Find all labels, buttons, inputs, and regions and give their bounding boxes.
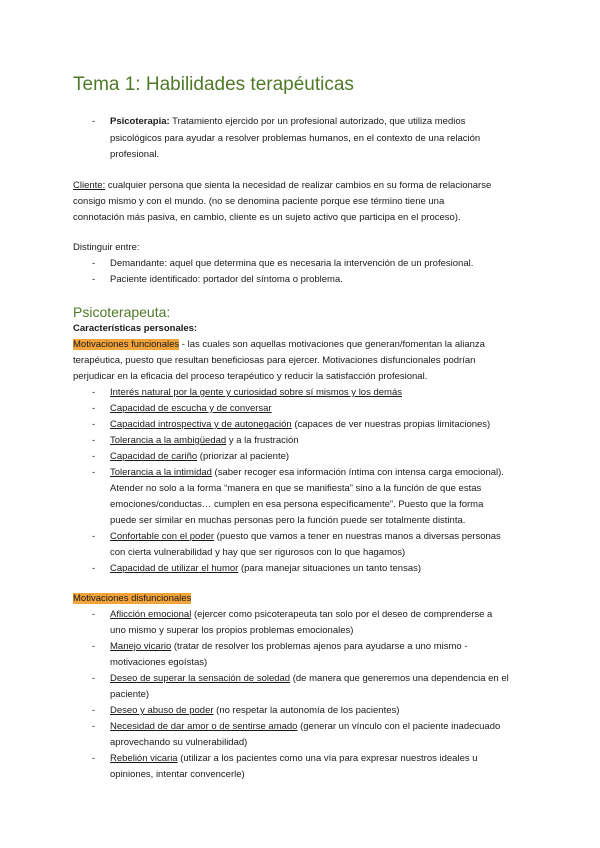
item-text: (para manejar situaciones un tanto tensas) (238, 563, 422, 574)
list-item (110, 403, 272, 415)
list-item (110, 451, 289, 463)
list-dash: - (92, 419, 96, 430)
text-line: puede ser similar en muchas personas pero la función puede ser totalmente distinta. (110, 515, 466, 526)
list-item (110, 531, 501, 543)
item-text: (utilizar a los pacientes como una vía para expresar nuestros ideales u (177, 753, 478, 764)
item-term: Deseo de superar la sensación de soledad (110, 673, 291, 684)
item-term: Manejo vicario (110, 641, 172, 652)
item-text: (no respetar la autonomía de los pacientes) (213, 705, 400, 716)
item-term: Tolerancia a la ambigüedad (110, 435, 227, 446)
list-item: Demandante: aquel que determina que es necesaria la intervención de un profesional. (110, 258, 474, 269)
item-term: Rebelión vicaria (110, 753, 178, 764)
funcionales-text: - las cuales son aquellas motivaciones que generan/fomentan la alianza (179, 339, 485, 350)
text-line: Atender no solo a la forma “manera en que se manifiesta” sino a la función de que estas (110, 483, 482, 494)
list-item (110, 705, 399, 717)
list-dash: - (92, 274, 96, 285)
list-dash: - (92, 258, 96, 269)
list-dash: - (92, 641, 96, 652)
list-item (110, 387, 402, 399)
list-item (110, 563, 421, 575)
page-title: Tema 1: Habilidades terapéuticas (73, 74, 354, 95)
item-text: (capaces de ver nuestras propias limitaciones) (291, 419, 491, 430)
list-dash: - (92, 387, 96, 398)
text-line: profesional. (110, 149, 160, 160)
text-line: consigo mismo y con el mundo. (no se denomina paciente porque ese término tiene una (73, 196, 445, 207)
text-line: perjudicar en la eficacia del proceso terapéutico y reducir la satisfacción profesional. (73, 371, 428, 382)
disfuncionales-heading (73, 593, 191, 605)
text-line: con cierta vulnerabilidad y hay que ser rigurosos con lo que hagamos) (110, 547, 406, 558)
list-item (110, 609, 492, 621)
item-term: Capacidad introspectiva y de autonegación (110, 419, 292, 430)
cliente-definition (73, 180, 491, 192)
text-line: connotación más pasiva, en cambio, cliente es un sujeto activo que participa en el proceso). (73, 212, 461, 223)
list-item (110, 721, 500, 733)
caracteristicas-label: Características personales: (73, 323, 198, 334)
item-text: (puesto que vamos a tener en nuestras manos a diversas personas (214, 531, 501, 542)
text-line: opiniones, intentar convencerle) (110, 769, 245, 780)
item-term: Capacidad de utilizar el humor (110, 563, 239, 574)
list-dash: - (92, 721, 96, 732)
item-term: Tolerancia a la intimidad (110, 467, 212, 478)
item-term: Necesidad de dar amor o de sentirse amado (110, 721, 298, 732)
list-dash: - (92, 467, 96, 478)
list-item (110, 753, 478, 765)
item-text: (tratar de resolver los problemas ajenos para ayudarse a uno mismo - (171, 641, 468, 652)
list-dash: - (92, 116, 96, 127)
text-line: psicológicos para ayudar a resolver problemas humanos, en el contexto de una relación (110, 133, 481, 144)
psicoterapia-term: Psicoterapia: (110, 116, 170, 127)
cliente-text: cualquier persona que sienta la necesidad de realizar cambios en su forma de relacionarse (105, 180, 492, 191)
list-dash: - (92, 531, 96, 542)
list-dash: - (92, 705, 96, 716)
list-item: Paciente identificado: portador del síntoma o problema. (110, 274, 343, 285)
cliente-term: Cliente: (73, 180, 106, 191)
text-line: aprovechando su vulnerabilidad) (110, 737, 248, 748)
text-line: paciente) (110, 689, 150, 700)
list-dash: - (92, 609, 96, 620)
psicoterapia-definition (110, 116, 465, 128)
item-term: Deseo y abuso de poder (110, 705, 214, 716)
list-dash: - (92, 753, 96, 764)
disfuncionales-highlight: Motivaciones disfuncionales (73, 593, 192, 604)
item-text: (ejercer como psicoterapeuta tan solo por el deseo de comprenderse a (191, 609, 493, 620)
funcionales-highlight: Motivaciones funcionales (73, 339, 180, 350)
item-term: Capacidad de escucha y de conversar (110, 403, 272, 414)
list-dash: - (92, 451, 96, 462)
list-dash: - (92, 563, 96, 574)
list-dash: - (92, 435, 96, 446)
item-text: (generar un vínculo con el paciente inadecuado (297, 721, 501, 732)
item-text: (priorizar al paciente) (197, 451, 290, 462)
item-text: y a la frustración (226, 435, 299, 446)
text-line: terapéutica, puesto que resultan beneficiosas para ejercer. Motivaciones disfuncionales podrían (73, 355, 476, 366)
funcionales-paragraph (73, 339, 485, 351)
distinguir-label: Distinguir entre: (73, 242, 140, 253)
item-text: (de manera que generemos una dependencia en el (290, 673, 509, 684)
list-dash: - (92, 403, 96, 414)
psicoterapia-text: Tratamiento ejercido por un profesional autorizado, que utiliza medios (169, 116, 466, 127)
text-line: motivaciones egoístas) (110, 657, 208, 668)
text-line: emociones/conductas… cumplen en esa persona específicamente”. Puesto que la forma (110, 499, 484, 510)
text-line: uno mismo y superar los propios problemas emocionales) (110, 625, 354, 636)
list-item (110, 641, 467, 653)
section-heading: Psicoterapeuta: (73, 304, 171, 320)
item-term: Interés natural por la gente y curiosidad sobre sí mismos y los demás (110, 387, 402, 398)
list-item (110, 419, 490, 431)
list-item (110, 435, 299, 447)
list-item (110, 673, 509, 685)
list-item (110, 467, 504, 479)
item-term: Capacidad de cariño (110, 451, 198, 462)
item-term: Aflicción emocional (110, 609, 192, 620)
item-text: (saber recoger esa información íntima con intensa carga emocional). (211, 467, 504, 478)
item-term: Confortable con el poder (110, 531, 215, 542)
list-dash: - (92, 673, 96, 684)
